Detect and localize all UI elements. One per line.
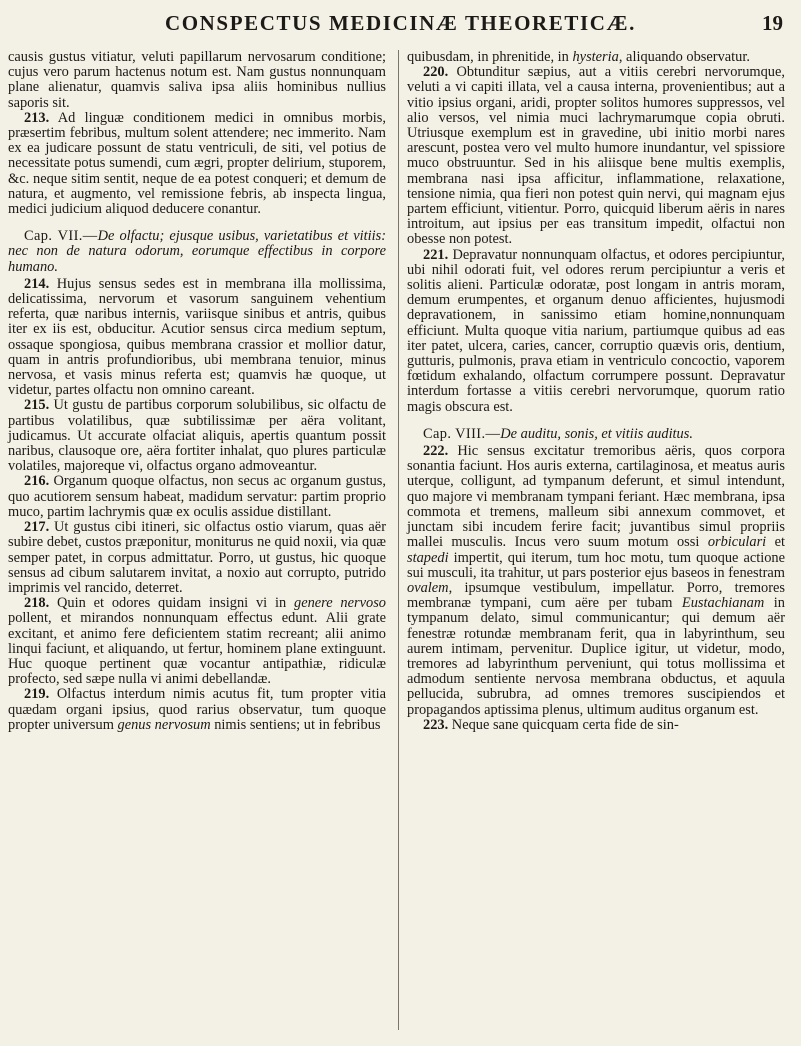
paragraph-number: 223. <box>423 716 449 733</box>
paragraph-218 <box>8 596 386 687</box>
paragraph-221 <box>407 248 785 415</box>
paragraph-text: , aliquando observatur. <box>618 49 750 65</box>
page-number: 19 <box>762 11 783 35</box>
paragraph-number: 222. <box>423 443 449 460</box>
chapter-title: De auditu, sonis, et vitiis auditus. <box>500 425 693 442</box>
running-title: CONSPECTUS MEDICINÆ THEORETICÆ. <box>164 11 637 35</box>
paragraph-text: Ut gustu de partibus corporum solubilibus, sic olfactu de partibus volatilibus, quæ subtilissimæ per aëra volitant, judicamus. Ut accurate olfaciat aliquis, apertis quantum possit naribus, clausoque ore, aëra fortiter inhalat, quo plures particulæ volatiles, majoreque vi, olfactus organo admoveantur. <box>8 397 386 475</box>
paragraph-text: Obtunditur sæpius, aut a vitiis cerebri nervorumque, veluti a vi capiti illata, vel a causa interna, provenientibus; aut a vitio ipsius organi, aridi, propter solitos humores suppressos, vel alio versos, vel nimia muci lachrymarumque copia obruti. Utriusque exemplum est in gravedine, ubi initio morbi nares arescunt, postea vero vel multo humore inundantur, vel spissiore muco obstruuntur. Sed in his aliisque bene multis exemplis, membrana nasi ipsa afficitur, inflammatione, relaxatione, tensione nimia, qua fieri non potest quin nervi, qui magnam ejus partem efficiunt, vitientur. Porro, quicquid liberum aëris in nares introitum, aut ipsius per eas transitum impedit, olfactui non obesse non potest. <box>407 64 785 248</box>
paragraph-220 <box>407 65 785 247</box>
paragraph-text: pollent, et mirandos nonnunquam effectus edunt. Alii grate excitant, et animo fere deficientem statim recreant; alii animo linqui faciunt, et aliquando, ut fertur, hominem plane extinguunt. Huc quoque pertinent quæ vocantur antipathiæ, ridiculæ profecto, sed sæpe nulla vi animi debellandæ. <box>8 610 386 688</box>
paragraph-text: impertit, qui iterum, tum hoc motu, tum quoque actione sui musculi, ita trahitur, ut pars posterior ejus baseos in fenestram <box>407 549 785 581</box>
chapter-label: Cap. VIII.— <box>423 425 501 442</box>
left-column <box>8 50 386 733</box>
paragraph-number: 217. <box>24 519 50 536</box>
paragraph-text: Ut gustus cibi itineri, sic olfactus ostio viarum, quas aër subire debet, custos præponitur, moniturus ne quid noxii, via quæ semper patet, in corpus admittatur. Porro, ut gustus, hic quoque sensus ad cibum salutarem invitat, a noxio aut corrupto, putrido imprimis vel rancido, deterret. <box>8 519 386 596</box>
paragraph-219 <box>8 687 386 733</box>
paragraph-text: Hic sensus excitatur tremoribus aëris, quos corpora sonantia faciunt. Hos auris externa, cartilaginosa, et meatus auris uterque, colligunt, ad tympanum deferunt, et simul intendunt, quo majore vi membranam tympani feriant. Hæc membrana, ipsa commota et tremens, malleum sibi annexum commovet, et junctam sibi incudem ferire facit; juvantibus simul propriis mallei musculis. Incus vero suum motum ossi <box>407 443 785 551</box>
paragraph-number: 218. <box>24 595 50 612</box>
paragraph-number: 215. <box>24 397 50 414</box>
paragraph-text: Quin et odores quidam insigni vi in <box>57 595 294 612</box>
paragraph-216 <box>8 474 386 520</box>
paragraph-italic-term: genus nervosum <box>117 716 211 733</box>
paragraph-italic-term: stapedi <box>407 549 449 566</box>
paragraph-214 <box>8 277 386 399</box>
paragraph-text: causis gustus vitiatur, veluti papillarum nervosarum conditione; cujus vero parum hactenus notum est. Nam gustus nonnunquam plane alienatur, quamvis saliva ipsa aliis hominibus nullius saporis sit. <box>8 49 386 111</box>
paragraph-number: 219. <box>24 686 50 703</box>
paragraph-text: Olfactus interdum nimis acutus fit, tum propter vitia quædam organi ipsius, quod rarius observatur, tum quoque propter universum <box>8 686 386 733</box>
chapter-title: De olfactu; ejusque usibus, varietatibus et vitiis: nec non de natura odorum, eorumque effectibus in corpore humano. <box>8 228 386 275</box>
paragraph-215 <box>8 398 386 474</box>
paragraph-text: Neque sane quicquam certa fide de sin- <box>451 716 679 733</box>
paragraph-italic-term: Eustachianam <box>681 595 765 612</box>
running-header <box>0 8 801 38</box>
paragraph-text: Organum quoque olfactus, non secus ac organum gustus, quo acutiorem sensum habeat, madidum servatur: partim proprio muco, partim lachrymis quæ ex oculis assidue distillant. <box>8 473 386 520</box>
paragraph-text: et <box>766 534 785 551</box>
paragraph-text: , ipsumque vestibulum, impellatur. Porro, tremores membranæ tympani, cum aëre per tubam <box>407 579 785 612</box>
paragraph-213 <box>8 111 386 217</box>
paragraph-number: 221. <box>423 246 449 263</box>
paragraph-text: quibusdam, in phrenitide, in <box>407 49 573 65</box>
paragraph-italic-term: hysteria <box>572 49 619 65</box>
paragraph-number: 213. <box>24 109 50 126</box>
chapter-heading <box>8 229 386 275</box>
right-column <box>407 50 785 733</box>
continued-paragraph <box>407 50 785 65</box>
paragraph-text: Hujus sensus sedes est in membrana illa mollissima, delicatissima, nervorum et vasorum sanguinem vehentium referta, quæ naribus internis, variisque sinibus et antris, quibus iter ex iis est, obducitur. Acutior sensus circa medium septum, ossaque spongiosa, quibus membrana crassior et mollior datur, quam in antris profundioribus, ubi membrana tenuior, minus nervosa, et vasis minus referta est; quamvis hæ quoque, ut videtur, partes olfactu non omnino careant. <box>8 275 386 399</box>
paragraph-223 <box>407 718 785 733</box>
paragraph-number: 214. <box>24 275 50 292</box>
paragraph-217 <box>8 520 386 596</box>
paragraph-italic-term: orbiculari <box>707 534 767 551</box>
paragraph-italic-term: genere nervoso <box>294 595 386 612</box>
paragraph-number: 216. <box>24 473 50 490</box>
column-rule <box>398 50 399 1030</box>
paragraph-222 <box>407 444 785 718</box>
chapter-heading <box>407 427 785 442</box>
paragraph-number: 220. <box>423 64 449 81</box>
paragraph-text: Depravatur nonnunquam olfactus, et odores percipiuntur, ubi nihil odorati fuit, vel odores rerum percipiuntur a veris et solitis alieni. Particulæ odoratæ, post longam in antris moram, demum erumpentes, et organum denuo afficientes, hujusmodi depravationem, in sanissimo etiam homine,nonnunquam efficiunt. Multa quoque vitia narium, partiumque quibus ad eas iter patet, ulcera, caries, cancer, corruptio quævis oris, dentium, gutturis, pulmonis, prava etiam in ventriculo concoctio, vaporem fœtidum exhalando, olfactum corrumpere possunt. Depravatur interdum fortasse a vitiis cerebri nervorumque, quorum ratio magis obscura est. <box>407 246 785 415</box>
paragraph-text: nimis sentiens; ut in febribus <box>210 716 381 733</box>
paragraph-text: Ad linguæ conditionem medici in omnibus morbis, præsertim febribus, multum solent attendere; nec immerito. Nam ex ea judicare possunt de statu ventriculi, de siti, vel potius de necessitate potus sumendi, cum ægri, propter delirium, stuporem, &c. neque sitim sentit, neque de ea potest conqueri; et demum de natura, et augmento, vel remissione febris, ab inspecta lingua, medici judicium aliquod deducere conantur. <box>8 109 386 218</box>
paragraph-text: in tympanum delato, simul communicantur; qui demum aër fenestræ rotundæ membranam ferit, qua in labyrinthum, seu aurem intimam, pervenitur. Duplice igitur, ut videtur, modo, tremores ad labyrinthum perveniunt, qui totus mollissima et admodum sentiente nervosa membrana obductus, et aquula pellucida, subrubra, ad omnes tremores suscipiendos et propagandos aptissima plenus, ultimum auditus organum est. <box>407 595 785 718</box>
chapter-label: Cap. VII.— <box>24 228 98 245</box>
continued-paragraph <box>8 50 386 111</box>
paragraph-italic-term: ovalem <box>407 579 449 596</box>
